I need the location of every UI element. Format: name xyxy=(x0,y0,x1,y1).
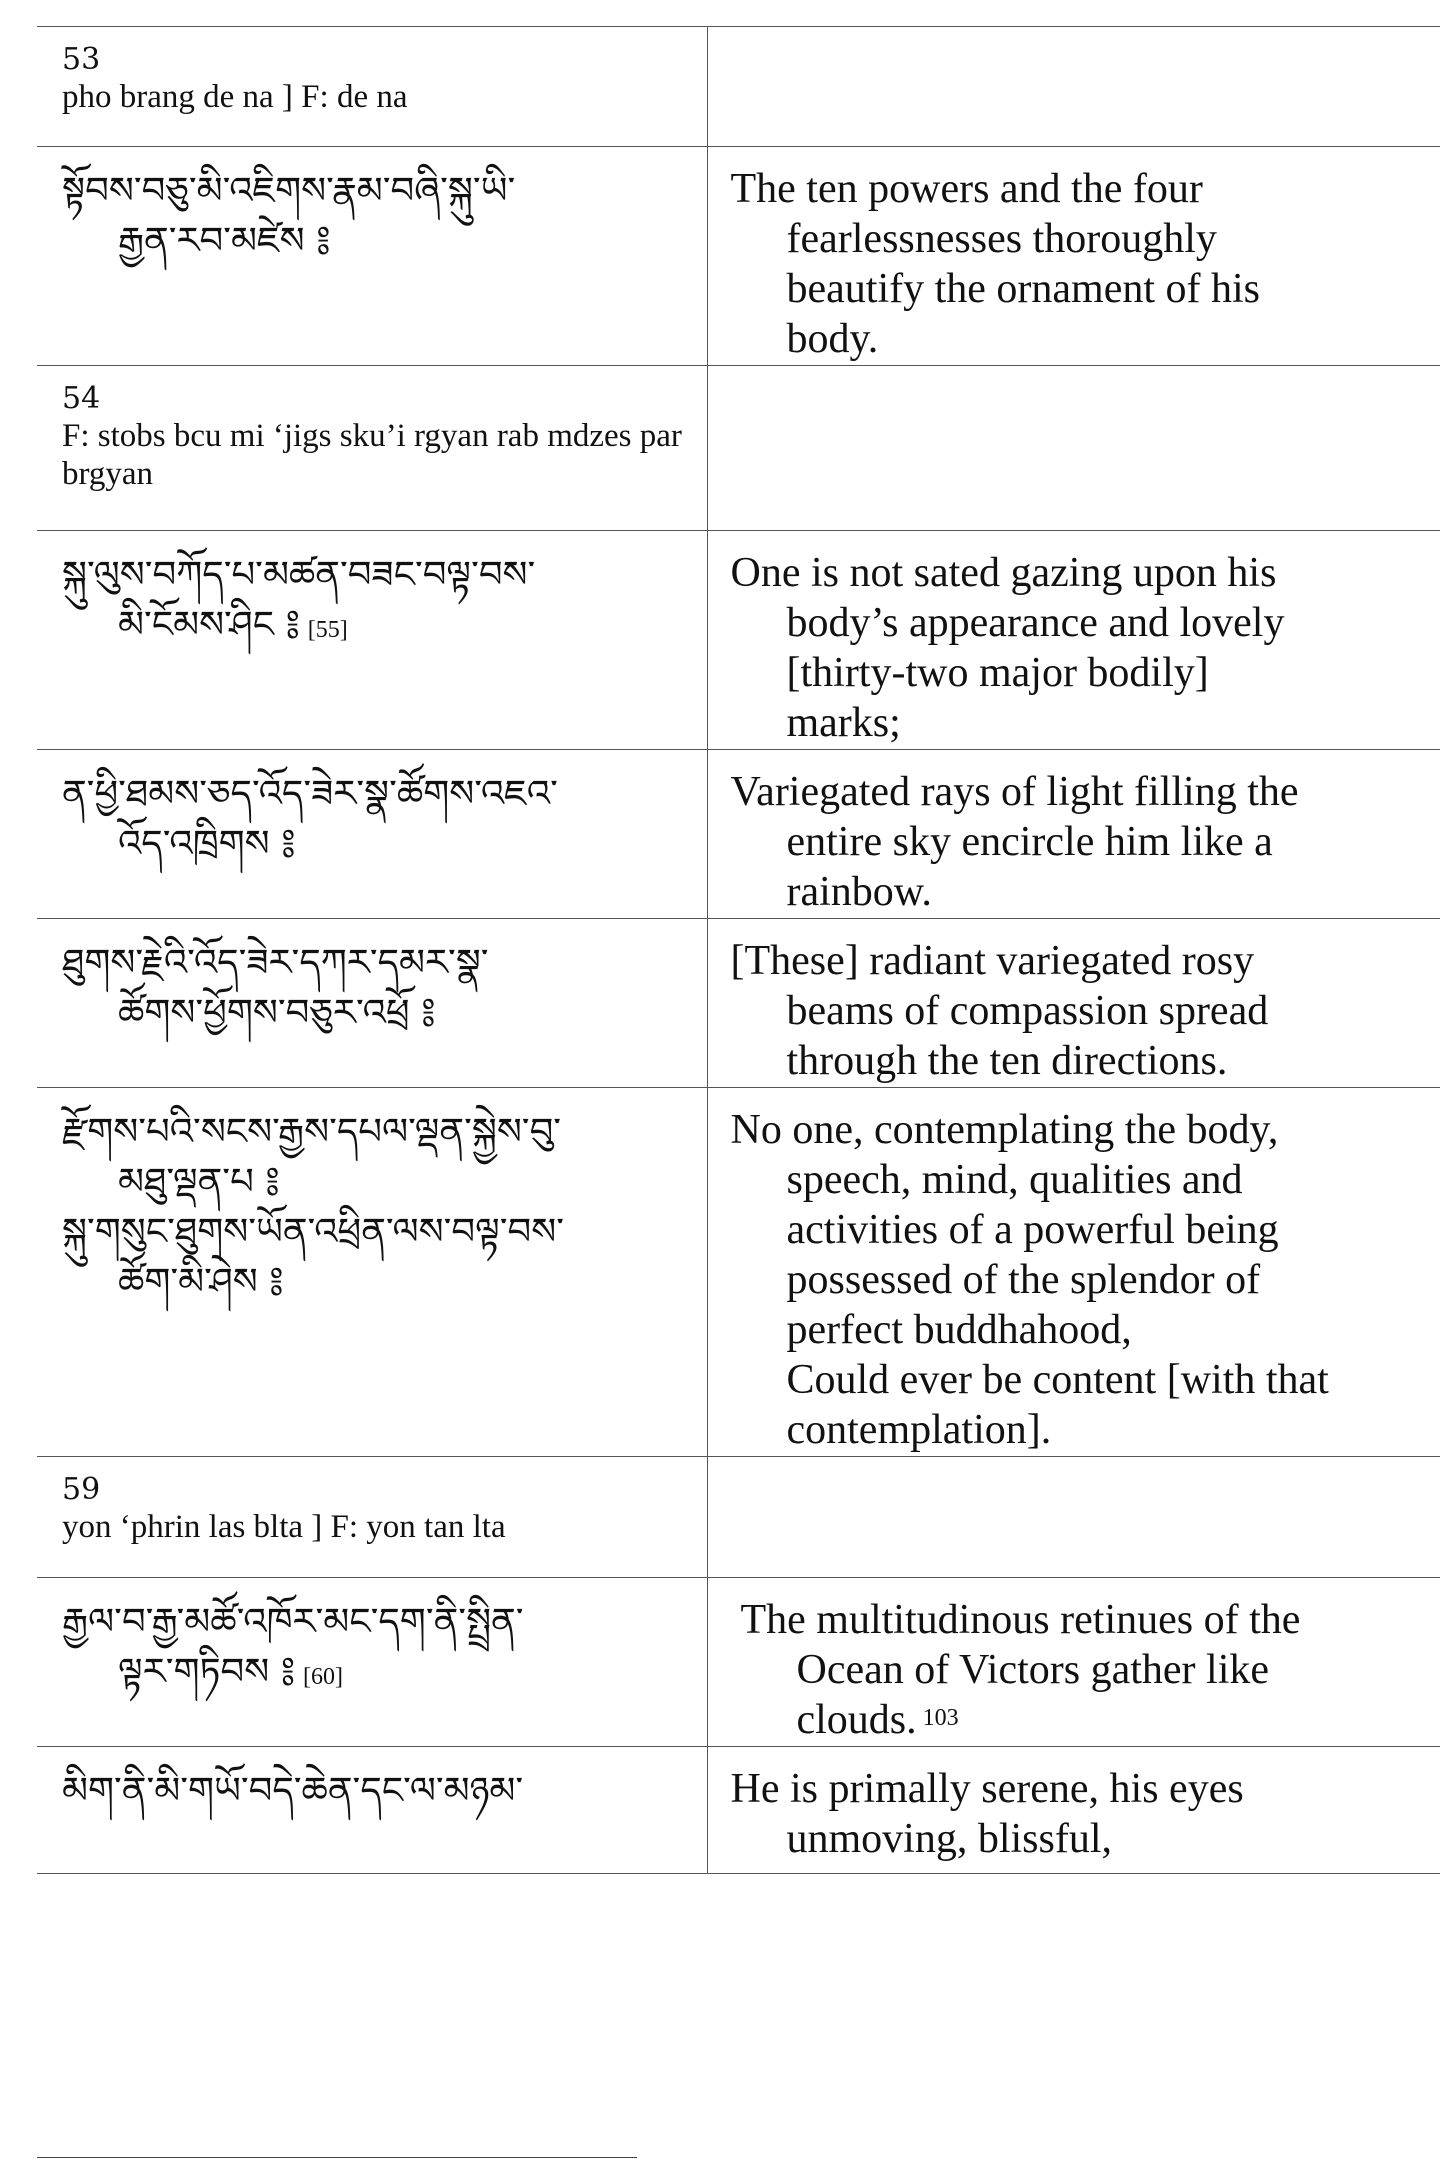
tibetan-text: ཚོགས་ཕྱོགས་བཅུར་འཕྲོ ༔ xyxy=(118,991,436,1034)
tibetan-text: མཐུ་ལྡན་པ ༔ xyxy=(118,1160,280,1203)
tibetan-text: ན་ཕྱི་ཐམས་ཅད་འོད་ཟེར་སྣ་ཚོགས་འཇའ་ xyxy=(62,772,558,815)
english-text: [These] radiant variegated rosy xyxy=(730,938,1255,984)
empty-cell xyxy=(707,366,1440,531)
tibetan-cell xyxy=(37,1578,707,1747)
note-number: 59 xyxy=(62,1472,101,1507)
tibetan-text: མིག་ནི་མི་གཡོ་བདེ་ཆེན་དང་ལ་མཉམ་ xyxy=(62,1769,524,1812)
english-text: [thirty-two major bodily] xyxy=(786,650,1209,696)
tibetan-text: རྫོགས་པའི་སངས་རྒྱས་དཔལ་ལྡན་སྐྱེས་བུ་ xyxy=(62,1110,562,1153)
english-text: One is not sated gazing upon his xyxy=(730,550,1277,596)
english-line xyxy=(731,1036,1428,1086)
english-line xyxy=(731,1814,1428,1864)
note-number: 53 xyxy=(62,42,101,77)
english-text: perfect buddhahood, xyxy=(786,1307,1132,1353)
english-text: body. xyxy=(786,316,879,362)
english-line xyxy=(731,548,1428,598)
empty-cell xyxy=(707,1457,1440,1578)
english-cell xyxy=(707,919,1440,1088)
verse-row xyxy=(37,147,1440,366)
english-line xyxy=(731,1255,1428,1305)
tibetan-text: ལྟར་གཏིབས ༔ xyxy=(118,1650,296,1693)
verse-row xyxy=(37,531,1440,750)
tibetan-line xyxy=(62,769,706,819)
note-text: yon ‘phrin las blta ] F: yon tan lta xyxy=(62,1509,506,1545)
tibetan-line xyxy=(62,988,706,1038)
english-text: No one, contemplating the body, xyxy=(730,1107,1279,1153)
tibetan-line xyxy=(62,938,706,988)
empty-cell xyxy=(707,27,1440,147)
english-line xyxy=(731,598,1428,648)
note-row xyxy=(37,366,1440,531)
tibetan-text: ཚོག་མི་ཤེས ༔ xyxy=(118,1260,284,1303)
tibetan-text: སྐུ་གསུང་ཐུགས་ཡོན་འཕྲིན་ལས་བལྟ་བས་ xyxy=(62,1210,565,1253)
english-text: Could ever be content [with that xyxy=(786,1357,1329,1403)
english-line xyxy=(741,1695,1428,1745)
tibetan-line xyxy=(62,216,706,266)
tibetan-line xyxy=(62,1647,706,1702)
tibetan-line xyxy=(62,819,706,869)
english-text: Ocean of Victors gather like xyxy=(796,1647,1270,1693)
english-line xyxy=(731,817,1428,867)
english-text: unmoving, blissful, xyxy=(786,1816,1113,1862)
english-line xyxy=(731,867,1428,917)
tibetan-text: སྟོབས་བཅུ་མི་འཇིགས་རྣམ་བཞི་སྐུ་ཡི་ xyxy=(62,169,516,212)
tibetan-line xyxy=(62,1766,706,1816)
english-text: entire sky encircle him like a xyxy=(786,819,1273,865)
tibetan-line xyxy=(62,600,706,655)
note-text: F: stobs bcu mi ‘jigs sku’i rgyan rab mdzes par brgyan xyxy=(62,418,682,492)
english-cell xyxy=(707,1747,1440,1874)
english-text: He is primally serene, his eyes xyxy=(730,1766,1244,1812)
english-cell xyxy=(707,750,1440,919)
tibetan-line xyxy=(62,1157,706,1207)
english-line xyxy=(731,1205,1428,1255)
english-line xyxy=(731,264,1428,314)
note-cell xyxy=(37,366,707,531)
english-line xyxy=(731,648,1428,698)
english-text: activities of a powerful being xyxy=(786,1207,1279,1253)
english-line xyxy=(731,936,1428,986)
tibetan-text: སྐུ་ལུས་བཀོད་པ་མཚན་བཟང་བལྟ་བས་ xyxy=(62,553,536,596)
tibetan-cell xyxy=(37,1747,707,1874)
english-text: clouds. xyxy=(796,1697,917,1743)
english-text: speech, mind, qualities and xyxy=(786,1157,1243,1203)
english-line xyxy=(731,1105,1428,1155)
english-line xyxy=(731,1764,1428,1814)
english-line xyxy=(731,1405,1428,1455)
tibetan-cell xyxy=(37,750,707,919)
english-cell xyxy=(707,531,1440,750)
tibetan-line xyxy=(62,1597,706,1647)
english-cell xyxy=(707,1578,1440,1747)
tibetan-cell xyxy=(37,919,707,1088)
tibetan-line xyxy=(62,1257,706,1307)
verse-row xyxy=(37,1747,1440,1874)
tibetan-line xyxy=(62,1107,706,1157)
english-line xyxy=(731,698,1428,748)
english-text: possessed of the splendor of xyxy=(786,1257,1261,1303)
line-marker: [55] xyxy=(307,617,348,643)
tibetan-text: ཐུགས་རྗེའི་འོད་ཟེར་དཀར་དམར་སྣ་ xyxy=(62,941,489,984)
verse-row xyxy=(37,919,1440,1088)
tibetan-line xyxy=(62,1207,706,1257)
note-text: pho brang de na ] F: de na xyxy=(62,79,408,115)
english-cell xyxy=(707,147,1440,366)
tibetan-line xyxy=(62,550,706,600)
footnote-separator xyxy=(37,2157,637,2158)
english-text: beams of compassion spread xyxy=(786,988,1269,1034)
tibetan-text: མི་ངོམས་ཤིང ༔ xyxy=(118,603,300,646)
english-text: beautify the ornament of his xyxy=(786,266,1261,312)
english-line xyxy=(731,214,1428,264)
verse-row xyxy=(37,750,1440,919)
tibetan-cell xyxy=(37,1088,707,1457)
english-text: contemplation]. xyxy=(786,1407,1052,1453)
tibetan-line xyxy=(62,166,706,216)
english-text: rainbow. xyxy=(786,869,932,915)
line-marker: [60] xyxy=(303,1664,344,1690)
english-text: through the ten directions. xyxy=(786,1038,1228,1084)
english-line xyxy=(731,986,1428,1036)
tibetan-cell xyxy=(37,531,707,750)
english-line xyxy=(731,767,1428,817)
note-cell xyxy=(37,1457,707,1578)
english-line xyxy=(731,1355,1428,1405)
english-text: fearlessnesses thoroughly xyxy=(786,216,1217,262)
english-line xyxy=(731,1305,1428,1355)
english-text: The multitudinous retinues of the xyxy=(740,1597,1301,1643)
english-line xyxy=(731,1155,1428,1205)
english-text: The ten powers and the four xyxy=(730,166,1203,212)
english-line xyxy=(731,314,1428,364)
tibetan-text: རྒྱལ་བ་རྒྱ་མཚོ་འཁོར་མང་དག་ནི་སྤྲིན་ xyxy=(62,1600,524,1643)
tibetan-text: རྒྱན་རབ་མཛེས ༔ xyxy=(118,219,331,262)
note-row xyxy=(37,27,1440,147)
verse-row xyxy=(37,1088,1440,1457)
tibetan-cell xyxy=(37,147,707,366)
footnote-ref[interactable]: 103 xyxy=(922,1705,959,1731)
note-row xyxy=(37,1457,1440,1578)
english-cell xyxy=(707,1088,1440,1457)
english-text: Variegated rays of light filling the xyxy=(730,769,1299,815)
english-line xyxy=(741,1645,1428,1695)
verse-row xyxy=(37,1578,1440,1747)
english-line xyxy=(741,1595,1428,1645)
note-cell xyxy=(37,27,707,147)
note-number: 54 xyxy=(62,381,101,416)
tibetan-text: འོད་འཁྲིགས ༔ xyxy=(118,822,296,865)
english-line xyxy=(731,164,1428,214)
english-text: marks; xyxy=(786,700,901,746)
translation-table xyxy=(37,26,1440,1874)
english-text: body’s appearance and lovely xyxy=(786,600,1285,646)
